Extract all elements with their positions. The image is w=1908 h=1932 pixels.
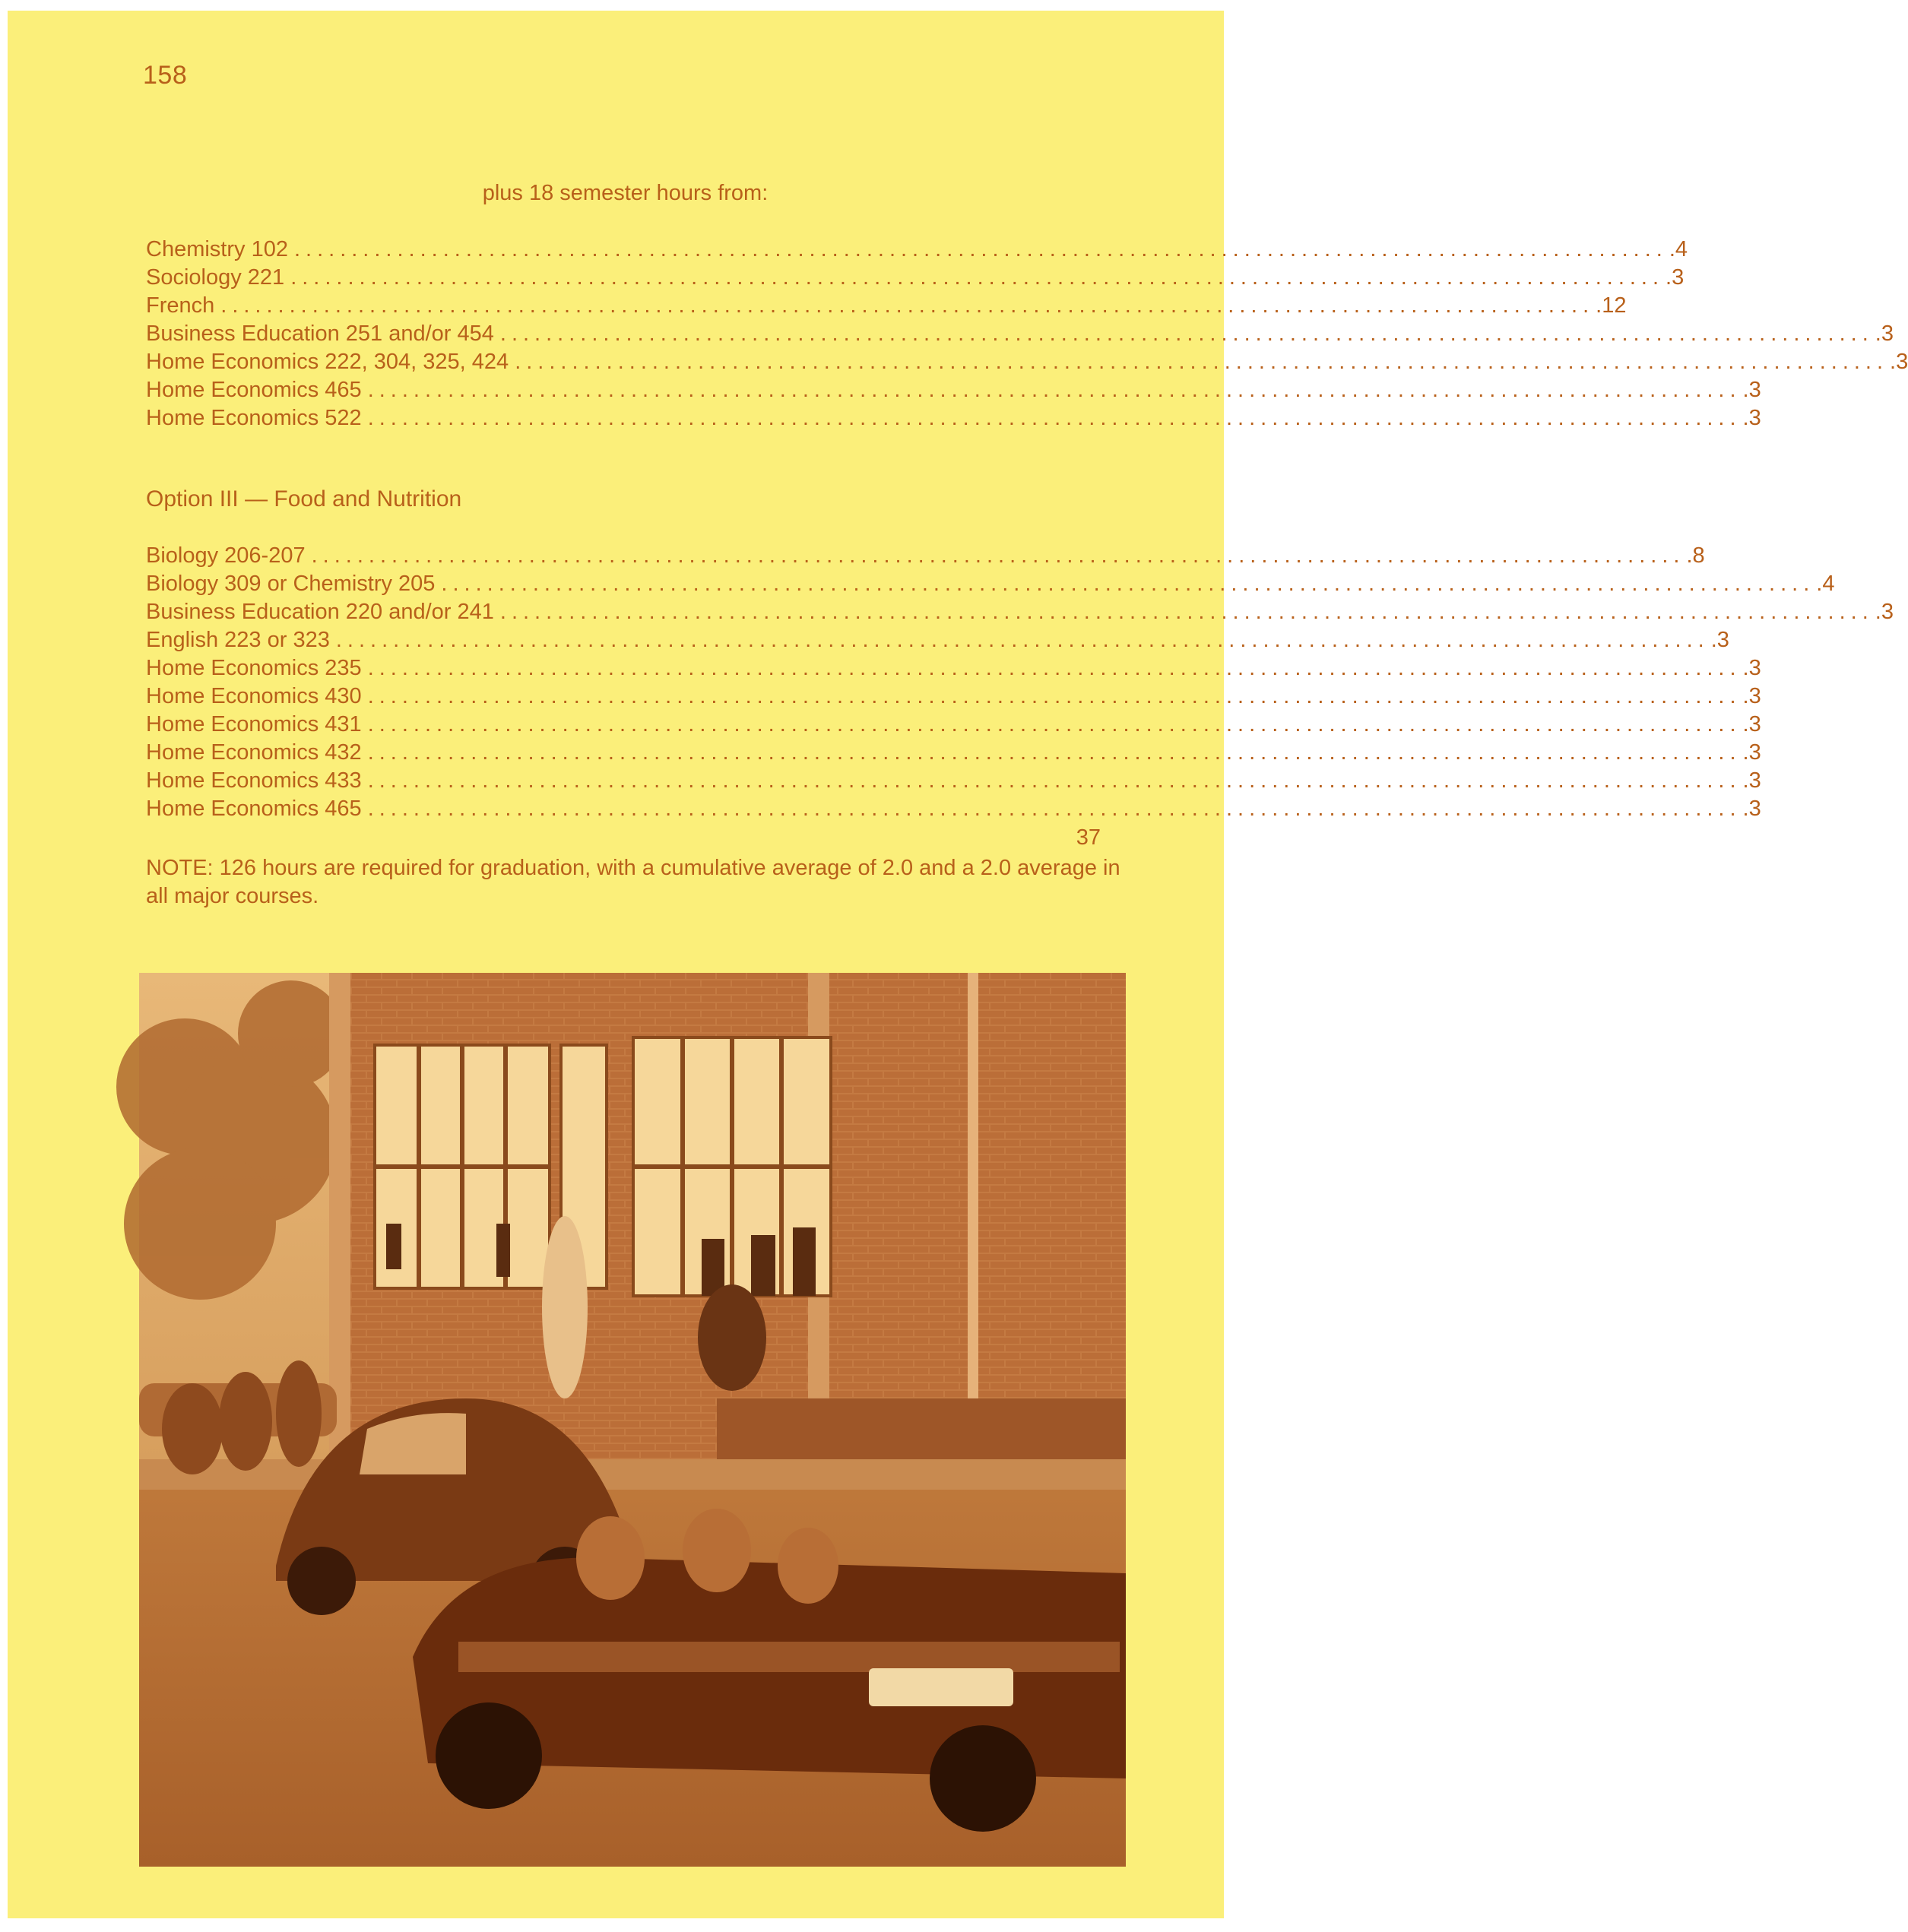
dot-leader: ........................................................................................................................ [367,712,1742,736]
course-row [146,626,1729,654]
course-row [146,292,1627,320]
course-hours: .3 [1710,628,1729,652]
course-name: Home Economics 465 [146,378,362,402]
course-row [146,348,1908,376]
total-hours: 37 [1076,825,1101,850]
course-name: Biology 206-207 [146,543,306,568]
course-hours: .3 [1742,712,1761,736]
course-row [146,320,1894,348]
course-row [146,739,1761,767]
dot-leader: ........................................................................................................................ [367,406,1742,430]
dot-leader: ........................................................................................................................ [499,600,1874,624]
course-name: Chemistry 102 [146,237,288,261]
course-row [146,376,1761,404]
course-name: Home Economics 433 [146,768,362,793]
course-row [146,711,1761,739]
course-name: French [146,293,215,318]
course-row [146,404,1761,432]
dot-leader: ........................................................................................................................ [290,265,1665,290]
option-heading: Option III — Food and Nutrition [146,486,462,512]
course-name: English 223 or 323 [146,628,330,652]
course-hours: .3 [1666,265,1685,290]
course-row [146,542,1705,570]
course-hours: .4 [1669,237,1688,261]
course-hours: .3 [1890,350,1908,374]
course-row [146,767,1761,795]
dot-leader: ........................................................................................................................ [367,684,1742,708]
course-hours: .4 [1816,572,1835,596]
elective-course-list [146,236,1908,432]
course-row [146,264,1685,292]
dot-leader: ........................................................................................................................ [367,797,1742,821]
dot-leader: ........................................................................................................................ [367,740,1742,765]
graduation-note: NOTE: 126 hours are required for graduation, with a cumulative average of 2.0 and a 2.0 average in all major courses. [146,856,1120,908]
course-hours: .3 [1742,797,1761,821]
dot-leader: ........................................................................................................................ [367,656,1742,680]
course-name: Home Economics 431 [146,712,362,736]
dot-leader: ........................................................................................................................ [311,543,1685,568]
course-hours: .3 [1742,406,1761,430]
course-name: Home Economics 430 [146,684,362,708]
course-name: Home Economics 432 [146,740,362,765]
course-row [146,570,1835,598]
course-name: Business Education 251 and/or 454 [146,321,494,346]
dot-leader: ........................................................................................................................ [335,628,1710,652]
course-row [146,683,1761,711]
course-row [146,598,1894,626]
course-row [146,795,1761,823]
course-hours: .3 [1742,656,1761,680]
standing-person [542,1216,588,1398]
course-hours: .3 [1875,600,1894,624]
dot-leader: ........................................................................................................................ [220,293,1595,318]
dot-leader: ........................................................................................................................ [293,237,1668,261]
course-hours: .12 [1596,293,1627,318]
course-name: Home Economics 465 [146,797,362,821]
course-hours: .8 [1686,543,1705,568]
course-row [146,654,1761,683]
option-course-list [146,542,1894,823]
elective-subheading: plus 18 semester hours from: [482,181,769,205]
page-number: 158 [143,61,188,90]
dot-leader: ........................................................................................................................ [499,321,1874,346]
course-hours: .3 [1875,321,1894,346]
course-hours: .3 [1742,378,1761,402]
campus-street-photo [139,973,1126,1867]
course-name: Home Economics 235 [146,656,362,680]
course-name: Sociology 221 [146,265,285,290]
course-name: Business Education 220 and/or 241 [146,600,494,624]
dot-leader: ........................................................................................................................ [515,350,1889,374]
course-row [146,236,1688,264]
course-name: Home Economics 522 [146,406,362,430]
dot-leader: ........................................................................................................................ [441,572,1815,596]
course-hours: .3 [1742,684,1761,708]
dot-leader: ........................................................................................................................ [367,378,1742,402]
course-name: Home Economics 222, 304, 325, 424 [146,350,509,374]
course-name: Biology 309 or Chemistry 205 [146,572,436,596]
course-hours: .3 [1742,768,1761,793]
course-hours: .3 [1742,740,1761,765]
dot-leader: ........................................................................................................................ [367,768,1742,793]
